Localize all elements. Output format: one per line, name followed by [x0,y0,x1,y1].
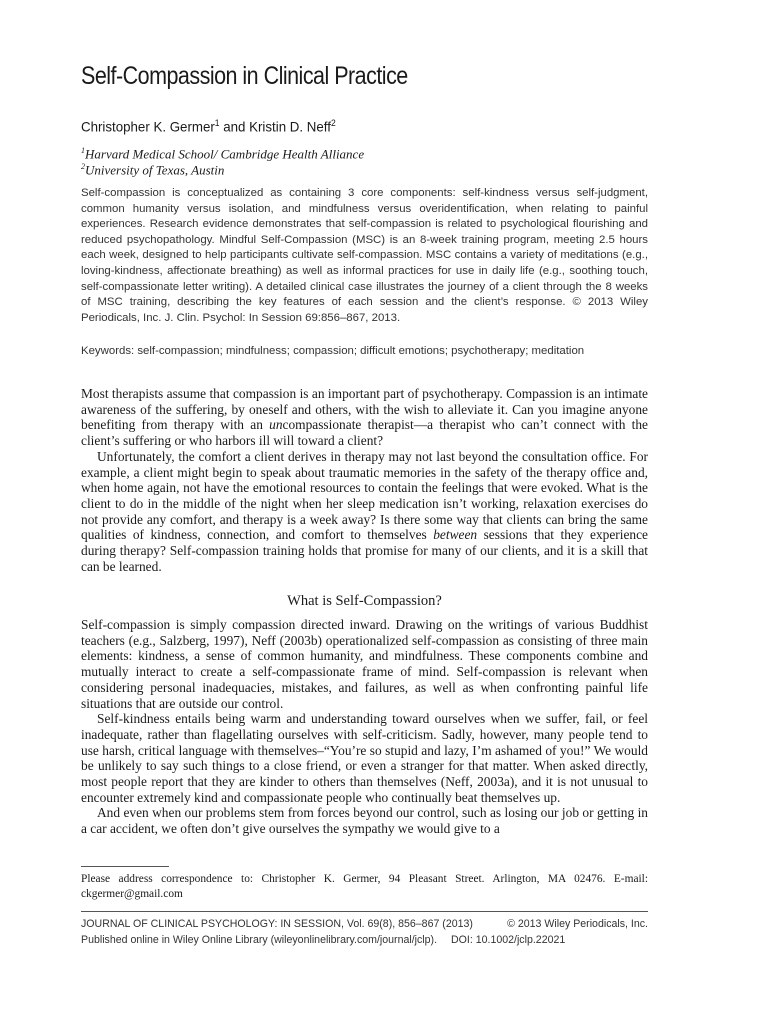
paragraph: Self-compassion is simply compassion directed inward. Drawing on the writings of various Buddhist teachers (e.g., Salzberg, 1997), Neff (2003b) operationalized self-compassion as consisting of three main elements: kindness, a sense of common humanity, and mindfulness. These components combine and mutually interact to create a self-compassionate frame of mind. Self-compassion is relevant when considering personal inadequacies, mistakes, and failures, as well as when confronting painful life situations that are outside our control. [81,617,648,711]
author-line [81,118,336,135]
introduction [81,386,648,574]
section-heading: What is Self-Compassion? [287,593,442,609]
affiliation-marker: 1 [214,118,220,128]
footnote-divider [81,866,169,867]
author-joiner: and [219,118,250,135]
correspondence-footnote: Please address correspondence to: Christopher K. Germer, 94 Pleasant Street. Arlington, MA 02476. E-mail: ckgermer@gmail.com [81,873,648,900]
emphasis: un [269,417,283,433]
author-name: Kristin D. Neff [249,118,331,135]
text-run: sessions that they experience during therapy? Self-compassion training holds that promise for many of our clients, and it is a skill that can be learned. [81,527,648,574]
text-run: compassionate therapist—a therapist who can’t connect with the client’s suffering or who harbors ill will toward a client? [81,417,649,449]
abstract: Self-compassion is conceptualized as containing 3 core components: self-kindness versus self-judgment, common humanity versus isolation, and mindfulness versus overidentification, when relating to painful experiences. Research evidence demonstrates that self-compassion is related to psychological flourishing and reduced psychopathology. Mindful Self-Compassion (MSC) is an 8-week training program, meeting 2.5 hours each week, designed to help participants cultivate self-compassion. MSC contains a variety of meditations (e.g., loving-kindness, affectionate breathing) as well as informal practices for use in daily life (e.g., soothing touch, self-compassionate letter writing). A detailed clinical case illustrates the journey of a client through the 8 weeks of MSC training, describing the key features of each session and the client’s response. © 2013 Wiley Periodicals, Inc. J. Clin. Psychol: In Session 69:856–867, 2013. [81,187,648,324]
affiliation-text: University of Texas, Austin [85,162,225,178]
paragraph [81,449,648,575]
section-body [81,617,648,837]
keywords: Keywords: self-compassion; mindfulness; compassion; difficult emotions; psychotherapy; meditation [81,345,585,357]
doi: DOI: 10.1002/jclp.22021 [451,934,566,946]
affiliation-marker: 2 [81,162,85,171]
footer-divider [81,911,648,912]
text-run: Most therapists assume that compassion is an important part of psychotherapy. Compassion is an intimate awareness of the suffering, by oneself and others, with the wish to alleviate it. Can you imagine anyone benefiting from therapy with an [81,386,648,433]
affiliation [81,162,224,178]
publication-info: Published online in Wiley Online Library (wileyonlinelibrary.com/journal/jclp). [81,934,438,946]
affiliation [81,146,364,162]
copyright: © 2013 Wiley Periodicals, Inc. [507,918,648,930]
journal-citation: JOURNAL OF CLINICAL PSYCHOLOGY: IN SESSION, Vol. 69(8), 856–867 (2013) [81,918,473,930]
article-title: Self-Compassion in Clinical Practice [81,62,408,90]
author-name: Christopher K. Germer [81,118,215,135]
affiliation-text: Harvard Medical School/ Cambridge Health Alliance [85,146,365,162]
text-run: Unfortunately, the comfort a client derives in therapy may not last beyond the consultation office. For example, a client might begin to speak about traumatic memories in the safety of the therapy office and, when home again, not have the emotional resources to contain the feelings that were evoked. What is the client to do in the middle of the night when her sleep medication isn’t working, relaxation exercises do not provide any comfort, and therapy is a week away? Is there some way that clients can bring the same qualities of kindness, connection, and comfort to themselves [81,448,648,543]
affiliation-marker: 1 [81,146,85,155]
paragraph: And even when our problems stem from forces beyond our control, such as losing our job or getting in a car accident, we often don’t give ourselves the sympathy we would give to a [81,805,648,837]
paragraph: Self-kindness entails being warm and understanding toward ourselves when we suffer, fail, or feel inadequate, rather than flagellating ourselves with self-criticism. Sadly, however, many people tend to use harsh, critical language with themselves–“You’re so stupid and lazy, I’m ashamed of you!” We would be unlikely to say such things to a close friend, or even a stranger for that matter. When asked directly, most people report that they are kinder to others than themselves (Neff, 2003a), and it is not unusual to encounter extremely kind and compassionate people who continually beat themselves up. [81,711,648,805]
affiliation-marker: 2 [330,118,336,128]
paragraph [81,386,648,449]
emphasis: between [433,527,478,543]
